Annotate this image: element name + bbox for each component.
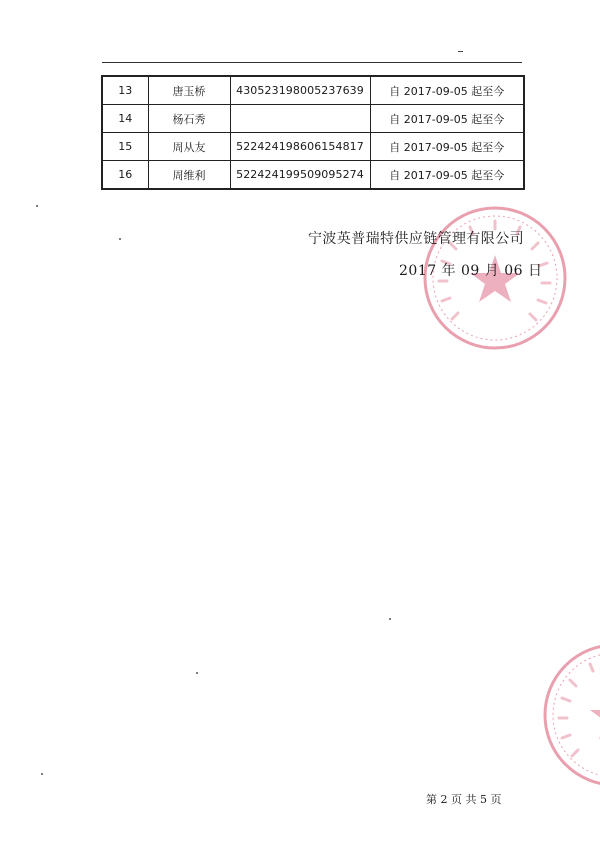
edge-seal-icon — [540, 640, 600, 790]
row-number: 14 — [102, 105, 148, 133]
signature-date: 2017 年 09 月 06 日 — [399, 263, 543, 279]
employment-period: 自 2017-09-05 起至今 — [370, 76, 524, 105]
top-rule-line — [102, 62, 522, 63]
table-row — [102, 161, 524, 190]
page-number: 第 2 页 共 5 页 — [426, 793, 502, 806]
employee-table — [101, 75, 525, 190]
table-row — [102, 105, 524, 133]
id-number: 430523198005237639 — [230, 76, 370, 105]
scan-speck — [196, 672, 198, 674]
scan-speck — [389, 618, 391, 620]
scan-speck — [41, 773, 43, 775]
row-number: 15 — [102, 133, 148, 161]
scan-speck — [36, 205, 38, 207]
company-name: 宁波英普瑞特供应链管理有限公司 — [308, 231, 524, 247]
employee-name: 杨石秀 — [148, 105, 230, 133]
employment-period: 自 2017-09-05 起至今 — [370, 161, 524, 190]
scan-speck — [119, 238, 121, 240]
id-number: 522424198606154817 — [230, 133, 370, 161]
employment-period: 自 2017-09-05 起至今 — [370, 105, 524, 133]
row-number: 16 — [102, 161, 148, 190]
employment-period: 自 2017-09-05 起至今 — [370, 133, 524, 161]
scan-mark — [458, 51, 463, 52]
table-row — [102, 76, 524, 105]
id-number — [230, 105, 370, 133]
table-row — [102, 133, 524, 161]
employee-name: 唐玉桥 — [148, 76, 230, 105]
id-number: 522424199509095274 — [230, 161, 370, 190]
employee-name: 周从友 — [148, 133, 230, 161]
employee-name: 周维利 — [148, 161, 230, 190]
row-number: 13 — [102, 76, 148, 105]
